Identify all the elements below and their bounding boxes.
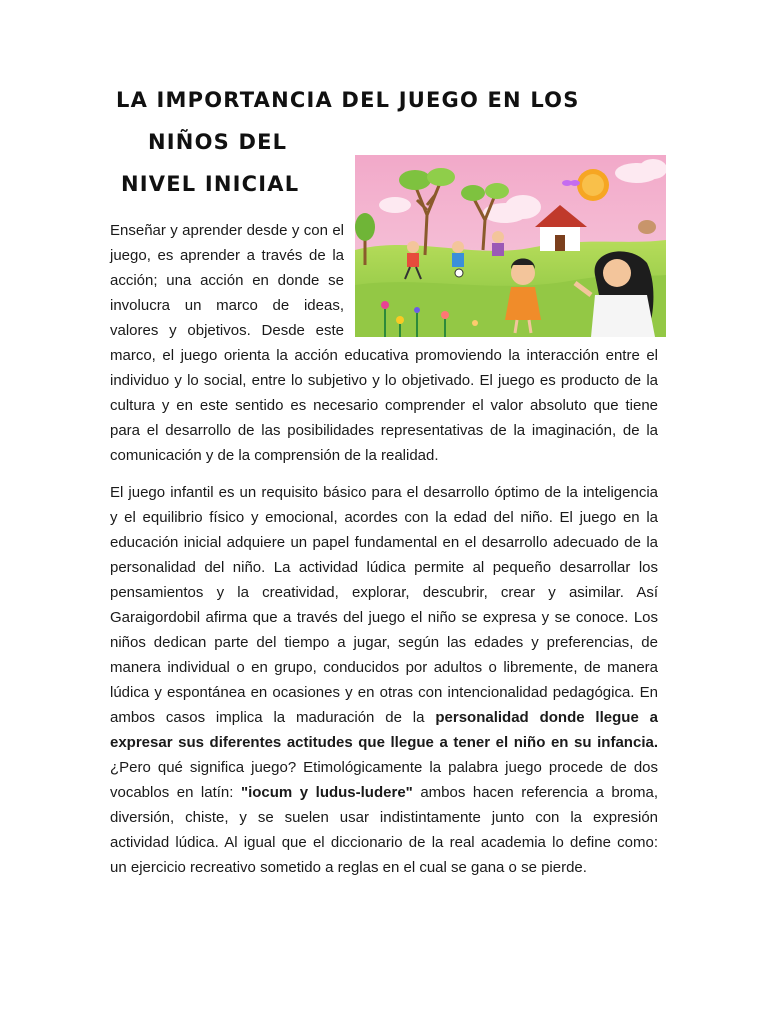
bold-text: expresar sus diferentes actitudes que llegue a tener el niño en su infancia. xyxy=(110,734,658,751)
child-figure xyxy=(492,231,504,256)
text-line: El juego infantil es un requisito básico para el desarrollo óptimo de la inteligencia xyxy=(110,484,658,501)
plain-text: ambos casos implica la maduración de la xyxy=(110,709,425,726)
text-line: diversión, chiste, y se suelen usar indistintamente junto con la expresión xyxy=(110,809,658,826)
text-line: manera individual o en grupo, conducidos por adultos o libremente, de manera xyxy=(110,659,658,676)
title-line-1: LA IMPORTANCIA DEL JUEGO EN LOS xyxy=(116,88,580,112)
bold-text: personalidad donde llegue a xyxy=(435,709,658,726)
paragraph-1-wrapped xyxy=(110,218,344,343)
text-line: educación inicial adquiere un papel fundamental en el desarrollo adecuado de la xyxy=(110,534,658,551)
text-line: niños dedican parte del tiempo a jugar, según las edades y preferencias, de xyxy=(110,634,658,651)
text-line: marco, el juego orienta la acción educativa promoviendo la interacción entre el xyxy=(110,347,658,364)
bold-text: "iocum y ludus-ludere" xyxy=(240,784,413,801)
text-line: juego, es aprender a través de la xyxy=(110,247,344,264)
text-line: y el equilibrio físico y emocional, acordes con la edad del niño. El juego en la xyxy=(110,509,658,526)
text-line: un ejercicio recreativo sometido a reglas en el cual se gana o se pierde. xyxy=(110,859,587,876)
text-line: valores y objetivos. Desde este xyxy=(110,322,344,339)
bird-shape xyxy=(638,220,656,234)
plain-text: ambos hacen referencia a broma, xyxy=(420,784,659,801)
text-line xyxy=(110,730,658,755)
text-line: individuo y lo social, entre lo subjetivo y lo objetivado. El juego es producto de la xyxy=(110,372,658,389)
text-line: personalidad del niño. La actividad lúdica permite al pequeño desarrollar los xyxy=(110,559,658,576)
text-line xyxy=(110,780,658,805)
text-line: para el desarrollo de las posibilidades representativas de la imaginación, de la xyxy=(110,422,658,439)
text-line: Enseñar y aprender desde y con el xyxy=(110,222,344,239)
plain-text: vocablos en latín: xyxy=(110,784,234,801)
text-line: acción; una acción en donde se xyxy=(110,272,344,289)
text-line: comunicación y de la comprensión de la realidad. xyxy=(110,447,439,464)
children-playing-illustration xyxy=(355,155,666,337)
text-line: pensamientos y la creatividad, explorar, descubrir, crear y asimilar. Así xyxy=(110,584,658,601)
paragraph-1-continued xyxy=(110,343,658,468)
title-line-2: NIÑOS DEL xyxy=(148,130,288,154)
text-line: ¿Pero qué significa juego? Etimológicamente la palabra juego procede de dos xyxy=(110,759,658,776)
text-line: involucra un marco de ideas, xyxy=(110,297,344,314)
text-line: Garaigordobil afirma que a través del juego el niño se expresa y se conoce. Los xyxy=(110,609,658,626)
text-line: cultura y en este sentido es necesario comprender el valor absoluto que tiene xyxy=(110,397,658,414)
text-line xyxy=(110,705,658,730)
text-line: lúdica y espontánea en ocasiones y en otras con intencionalidad pedagógica. En xyxy=(110,684,658,701)
paragraph-2 xyxy=(110,480,658,880)
text-line: actividad lúdica. Al igual que el diccionario de la real academia lo define como: xyxy=(110,834,658,851)
title-line-3: NIVEL INICIAL xyxy=(121,172,300,196)
